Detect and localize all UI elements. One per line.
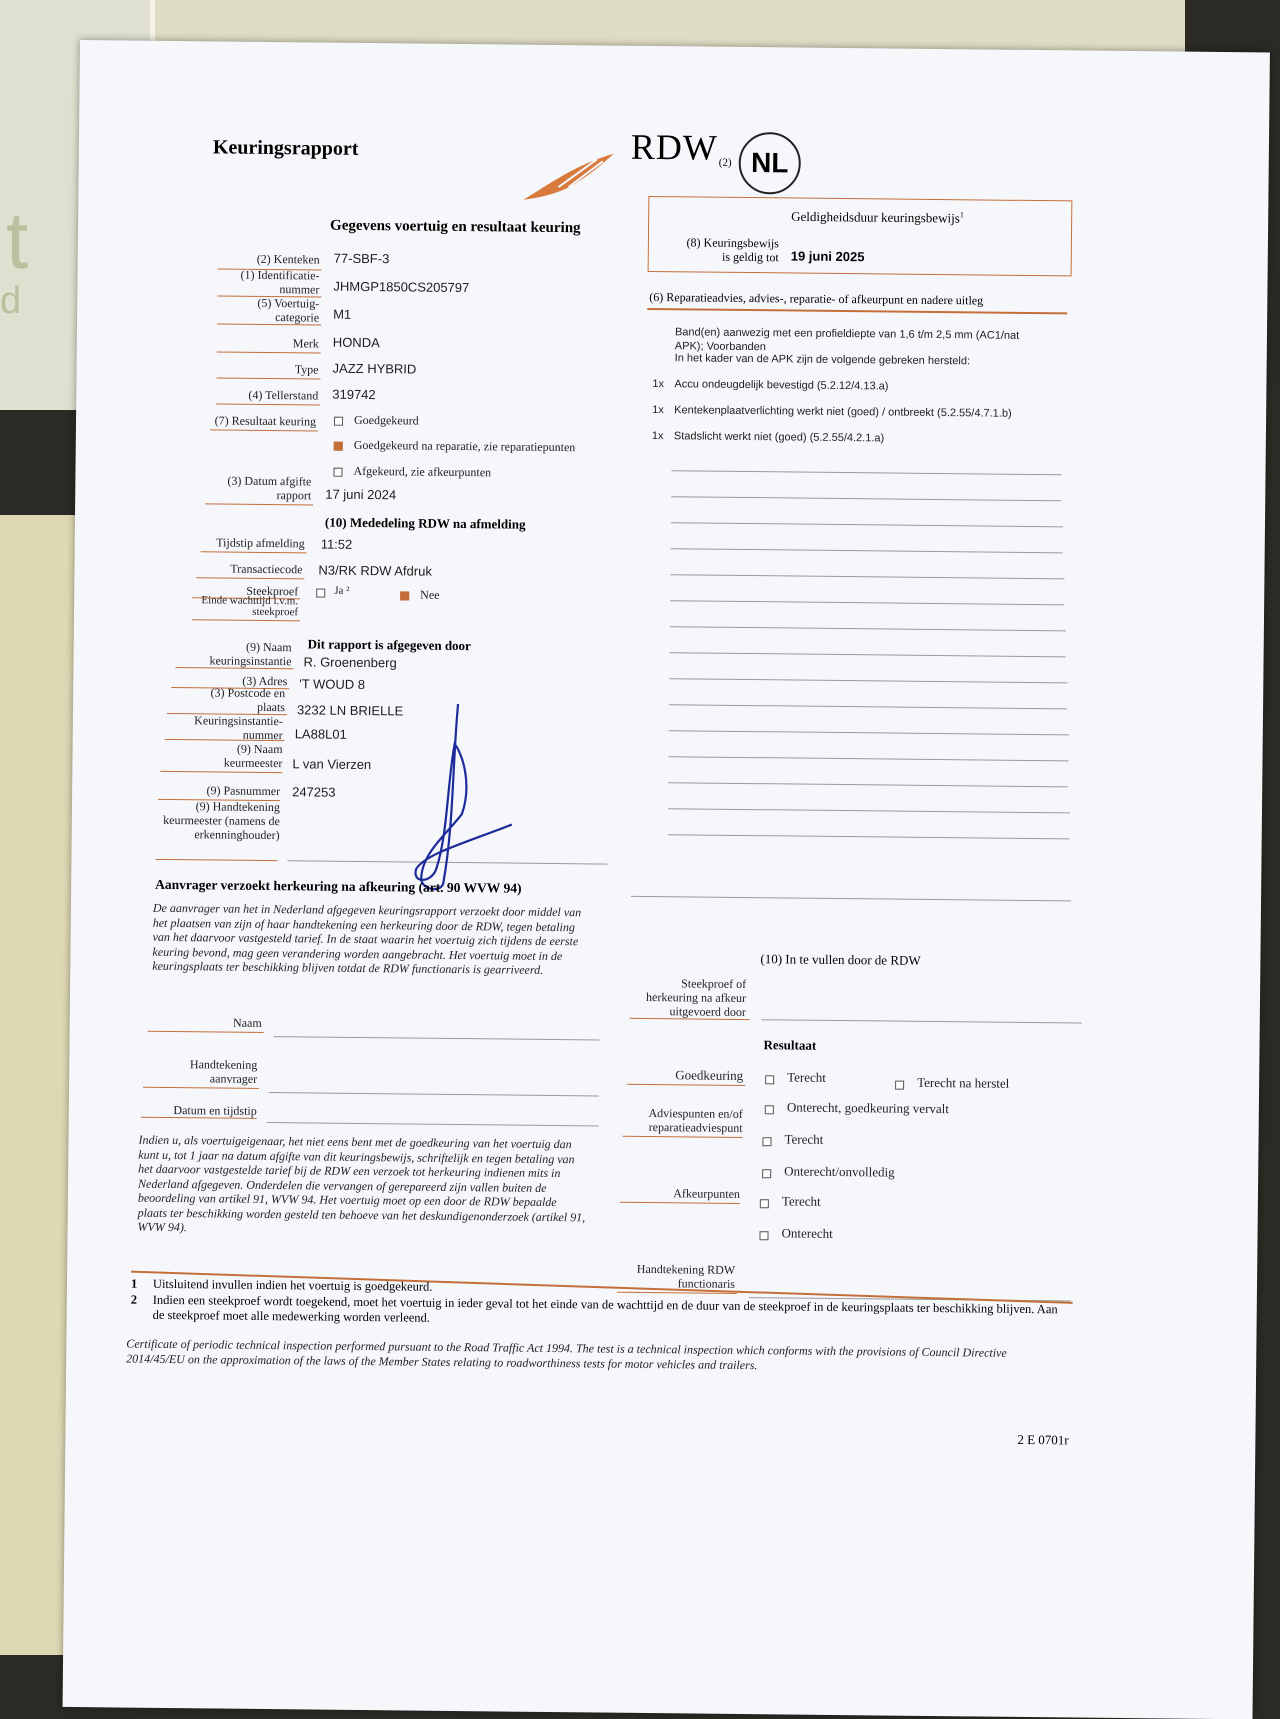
type-value: JAZZ HYBRID: [332, 360, 417, 377]
background-book-letter-mark: d: [0, 280, 22, 322]
transactiecode-label: Transactiecode: [230, 561, 303, 577]
adviespunten-onterecht-label: Onterecht/onvolledig: [784, 1163, 895, 1180]
advice-blank-line: [670, 626, 1066, 631]
kenteken-label: (2) Kenteken: [256, 251, 320, 267]
steekproef-herkeuring-line: [762, 1019, 1082, 1023]
advice-item-text: Accu ondeugdelijk bevestigd (5.2.12/4.13.a): [674, 378, 889, 393]
issuer-title: Dit rapport is afgegeven door: [307, 636, 471, 654]
afkeurpunten-label: Afkeurpunten: [673, 1186, 741, 1201]
country-code: NL: [750, 147, 789, 179]
tijdstip-label: Tijdstip afmelding: [216, 535, 305, 551]
datum-afgifte-label: (3) Datum afgifte rapport: [227, 473, 312, 503]
advice-item-text: Stadslicht werkt niet (goed) (5.2.55/4.2.1.a): [673, 430, 885, 445]
advice-header-underline: [647, 308, 1067, 314]
mededeling-title: (10) Mededeling RDW na afmelding: [324, 514, 526, 532]
footnote-text: Indien een steekproef wordt toegekend, moet het voertuig in ieder geval tot het einde van de wachttijd en de duur van de steekproef in de keuringsplaats ter beschikking blijven. Aan de steekproef moet alle medewerking worden verleend.: [152, 1292, 1058, 1325]
field-underline: [217, 323, 321, 325]
field-underline: [148, 1031, 264, 1033]
field-underline: [210, 429, 318, 431]
steekproef-label: Steekproef: [246, 583, 299, 599]
rdw-logo-text: RDW: [630, 126, 719, 168]
tellerstand-value: 319742: [332, 386, 376, 403]
category-value: M1: [333, 306, 352, 322]
advice-item-qty: 1x: [651, 430, 664, 443]
keurmeester-signature: [391, 693, 523, 894]
result-option-goedgekeurd-na-reparatie: Goedgekeurd na reparatie, zie reparatiepunten: [353, 437, 576, 455]
form-code: 2 E 0701r: [1017, 1431, 1069, 1448]
goedkeuring-onterecht-checkbox: [765, 1105, 774, 1114]
field-underline: [201, 551, 307, 553]
advice-blank-line: [668, 808, 1070, 813]
footnote-number: 2: [130, 1292, 138, 1307]
pasnummer-value: 247253: [292, 784, 336, 800]
field-underline: [196, 577, 304, 579]
rdw-fill-title: (10) In te vullen door de RDW: [760, 951, 921, 968]
field-underline: [160, 771, 282, 773]
advice-blank-line: [671, 548, 1063, 553]
transactiecode-value: N3/RK RDW Afdruk: [318, 562, 432, 579]
validity-box-title-text: Geldigheidsduur keuringsbewijs: [791, 208, 960, 226]
goedkeuring-terecht-na-herstel-checkbox: [895, 1081, 904, 1090]
adviespunten-terecht-label: Terecht: [784, 1131, 824, 1147]
instantienummer-label: Keuringsinstantie-nummer: [194, 713, 283, 743]
field-underline: [175, 667, 293, 669]
goedkeuring-label: Goedkeuring: [675, 1067, 744, 1084]
background-book-letter-mark: t: [6, 196, 29, 285]
datum-afgifte-value: 17 juni 2024: [325, 486, 397, 503]
advice-line-1: Band(en) aanwezig met een profieldiepte van 1,6 t/m 2,5 mm (AC1/nat: [674, 326, 1020, 342]
footnote-text: Uitsluitend invullen indien het voertuig is goedgekeurd.: [152, 1276, 433, 1294]
instantienummer-value: LA88L01: [294, 726, 347, 742]
field-underline: [155, 859, 277, 861]
adres-value: 'T WOUD 8: [299, 676, 366, 693]
steekproef-ja-checkbox: [316, 589, 325, 598]
field-underline: [216, 377, 320, 379]
goedkeuring-onterecht-label: Onterecht, goedkeuring vervalt: [786, 1099, 950, 1117]
field-underline: [623, 1136, 743, 1138]
advice-blank-line: [669, 730, 1069, 735]
adviespunten-terecht-checkbox: [762, 1137, 771, 1146]
field-underline: [141, 1117, 257, 1119]
resultaat-label: (7) Resultaat keuring: [214, 413, 317, 429]
aanvrager-handtekening-label: Handtekening aanvrager: [189, 1057, 258, 1086]
advice-blank-line: [670, 600, 1064, 605]
goedkeuring-terecht-label: Terecht: [787, 1069, 827, 1085]
advice-blank-line: [668, 834, 1070, 839]
herkeuring-text: De aanvrager van het in Nederland afgegeven keuringsrapport verzoekt door middel van het plaatsen van zijn of haar handtekening een herkeuring door de RDW, tegen betaling van het daarvoor vastgesteld tarief. In de staat waarin het voertuig zich tijdens de eerste keuring bevond, mag geen verandering worden aangebracht. Het voertuig moet in de keuringsplaats ter beschikking blijven totdat de RDW functionaris is gearriveerd.: [152, 900, 582, 977]
keuringsinstantie-naam-label: (9) Naam keuringsinstantie: [209, 639, 292, 669]
identification-label: (1) Identificatie-nummer: [240, 267, 320, 297]
afkeurpunten-onterecht-label: Onterecht: [781, 1225, 833, 1241]
advice-blank-line: [671, 522, 1063, 527]
wachttijd-label: Einde wachttijd i.v.m. steekproef: [201, 594, 299, 619]
advice-blank-line: [670, 574, 1064, 579]
aanvrager-naam-line: [274, 1036, 600, 1040]
aanvrager-handtekening-line: [269, 1092, 599, 1096]
kenteken-value: 77-SBF-3: [333, 250, 390, 267]
result-option-afgekeurd: Afgekeurd, zie afkeurpunten: [353, 463, 492, 480]
goedkeuring-terecht-na-herstel-label: Terecht na herstel: [917, 1074, 1010, 1091]
keurmeester-label: (9) Naam keurmeester: [223, 741, 283, 771]
adviespunten-label: Adviespunten en/of reparatieadviespunt: [648, 1106, 743, 1135]
advice-blank-line: [669, 756, 1069, 761]
advice-line-3: In het kader van de APK zijn de volgende gebreken hersteld:: [674, 352, 971, 368]
field-underline: [630, 1018, 750, 1020]
afkeurpunten-terecht-label: Terecht: [781, 1193, 821, 1209]
steekproef-nee-checkbox: [400, 591, 409, 600]
adres-label: (3) Adres: [242, 673, 288, 689]
merk-value: HONDA: [332, 334, 380, 351]
advice-blank-line: [670, 652, 1066, 657]
advice-item-qty: 1x: [652, 378, 665, 391]
afkeurpunten-terecht-checkbox: [760, 1199, 769, 1208]
rdw-handtekening-label: Handtekening RDW functionaris: [636, 1261, 736, 1291]
advice-blank-line: [672, 470, 1062, 475]
advice-blank-line: [669, 678, 1067, 683]
document-title: Keuringsrapport: [212, 136, 359, 160]
handtekening-keurmeester-label: (9) Handtekening keurmeester (namens de erkenninghouder): [163, 799, 281, 843]
advice-blank-line: [669, 704, 1067, 709]
field-underline: [217, 351, 321, 353]
advice-header: (6) Reparatieadvies, advies-, reparatie- of afkeurpunt en nadere uitleg: [649, 289, 984, 308]
validity-value: 19 juni 2025: [790, 248, 865, 265]
keurmeester-value: L van Vierzen: [292, 756, 372, 773]
advice-line-2: APK); Voorbanden: [674, 340, 767, 354]
field-underline: [192, 619, 300, 621]
datum-tijdstip-line: [267, 1122, 599, 1126]
result-option-goedgekeurd: Goedgekeurd: [353, 412, 419, 428]
goedkeuring-terecht-checkbox: [765, 1075, 774, 1084]
advice-blank-line: [668, 782, 1068, 787]
steekproef-herkeuring-label: Steekproef of herkeuring na afkeur uitgevoerd door: [645, 976, 747, 1020]
steekproef-nee-label: Nee: [420, 587, 440, 602]
footnote-ref: 1: [959, 210, 964, 220]
tellerstand-label: (4) Tellerstand: [248, 387, 319, 403]
steekproef-ja-label: Ja ²: [334, 584, 350, 597]
afkeurpunten-onterecht-checkbox: [759, 1231, 768, 1240]
type-label: Type: [294, 362, 319, 377]
datum-tijdstip-label: Datum en tijdstip: [173, 1103, 257, 1118]
country-marker: (2): [718, 156, 732, 169]
result-checkbox-afgekeurd: [333, 468, 342, 477]
merk-label: Merk: [292, 336, 319, 351]
field-underline: [216, 403, 320, 405]
advice-item-qty: 1x: [652, 404, 664, 417]
advice-blank-line: [671, 496, 1061, 501]
category-label: (5) Voertuig-categorie: [257, 295, 320, 325]
postcode-value: 3232 LN BRIELLE: [296, 702, 404, 719]
inspection-report-sheet: [63, 40, 1270, 1719]
sheet-content: [93, 40, 1270, 1692]
identification-value: JHMGP1850CS205797: [333, 278, 470, 296]
validity-label: (8) Keuringsbewijs is geldig tot: [686, 235, 779, 265]
resultaat-title: Resultaat: [763, 1037, 817, 1053]
rdw-feather-logo-icon: [518, 145, 619, 206]
advice-blank-line: [631, 896, 1071, 902]
result-checkbox-goedgekeurd: [334, 417, 343, 426]
pasnummer-label: (9) Pasnummer: [206, 783, 281, 799]
certificate-statement: Certificate of periodic technical inspection performed pursuant to the Road Traffic Act 1994. The test is a technical inspection which conforms with the provisions of Council Directive 2014/45/EU on the approximation of the laws of the Member States relating to roadworthiness tests for motor vehicles and trailers.: [126, 1336, 1007, 1372]
herkeuring-title: Aanvrager verzoekt herkeuring na afkeuring (art. 90 WVW 94): [155, 876, 522, 896]
keuringsinstantie-naam-value: R. Groenenberg: [303, 654, 397, 671]
tijdstip-value: 11:52: [320, 536, 353, 552]
adviespunten-onterecht-checkbox: [762, 1169, 771, 1178]
field-underline: [143, 1087, 259, 1089]
advice-item-text: Kentekenplaatverlichting werkt niet (goed) / ontbreekt (5.2.55/4.7.1.b): [674, 404, 1012, 420]
validity-box: [648, 196, 1073, 276]
field-underline: [620, 1202, 740, 1204]
field-underline: [627, 1084, 745, 1086]
herkeuring-disclaimer: Indien u, als voertuigeigenaar, het niet eens bent met de goedkeuring van het voertuig dan kunt u, tot 1 jaar na datum afgifte van dit keuringsbewijs, schriftelijk en tegen betaling van het daarvoor vastgestelde tarief bij de RDW een verzoek tot herkeuring indienen mits in Nederland afgegeven. Onderdelen die vervangen of gerepareerd zijn vallen buiten de beoordeling van artikel 91, WVW 94. Het voertuig moet op een door de RDW bepaalde plaats ter beschikking worden gesteld ten behoeve van het deskundigenonderzoek (artikel 91, WVW 94).: [137, 1132, 586, 1235]
validity-box-title: [791, 208, 964, 226]
result-checkbox-goedgekeurd-na-reparatie: [334, 442, 343, 451]
aanvrager-naam-label: Naam: [232, 1015, 262, 1030]
postcode-label: (3) Postcode en plaats: [210, 685, 286, 715]
field-underline: [205, 503, 313, 505]
vehicle-section-title: Gegevens voertuig en resultaat keuring: [329, 217, 581, 237]
footnote-number: 1: [130, 1276, 138, 1291]
nl-country-badge: [738, 132, 801, 195]
